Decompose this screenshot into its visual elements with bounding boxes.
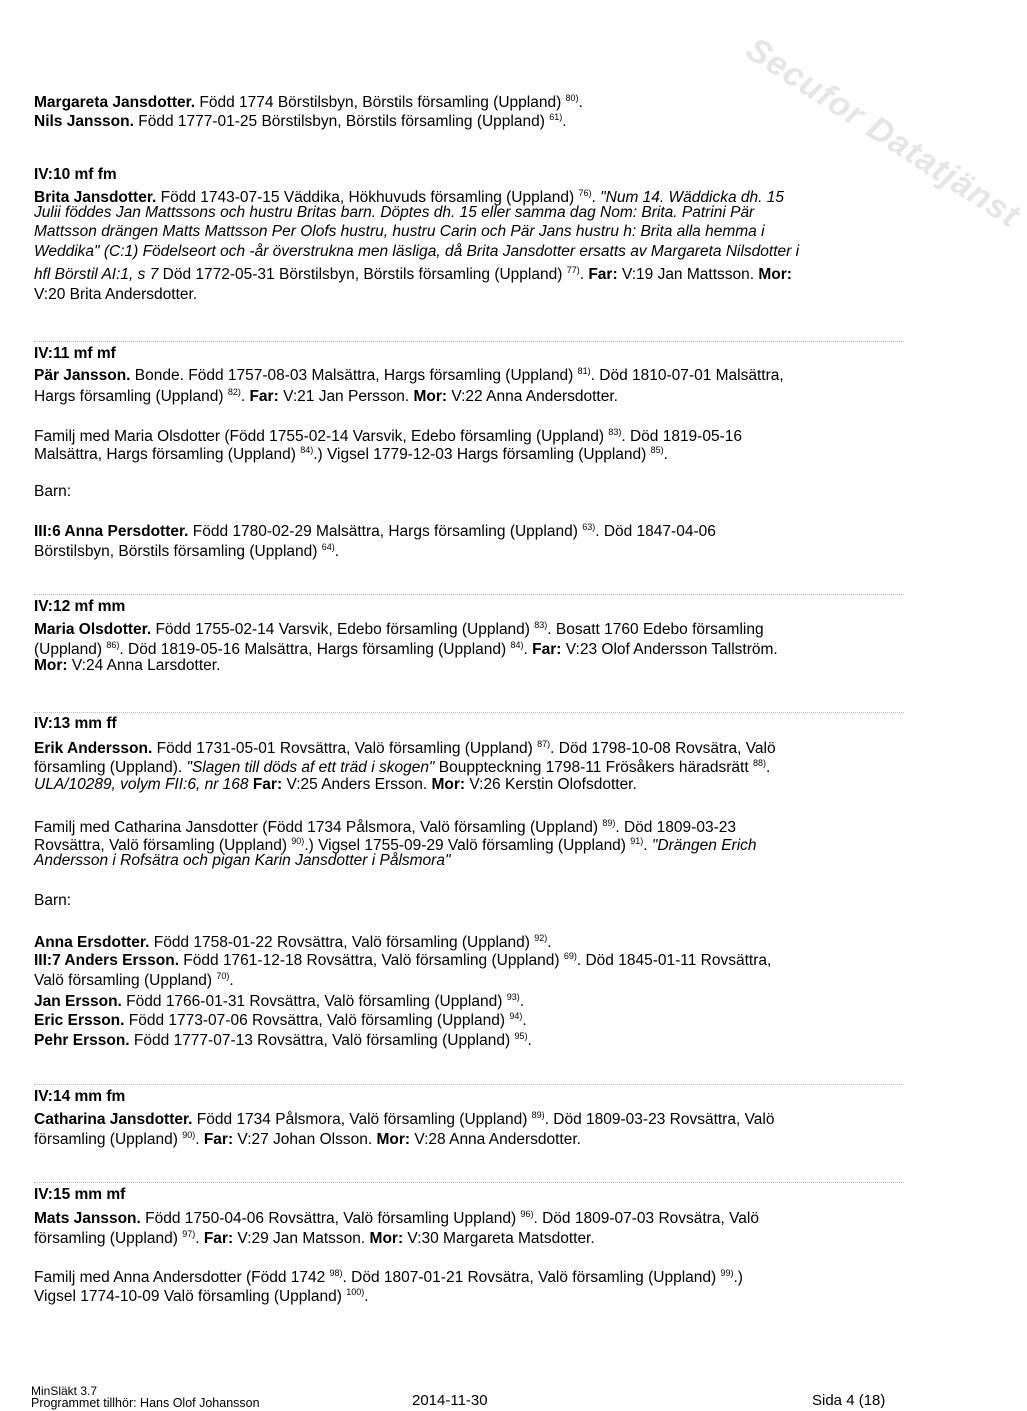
text-run: Född 1777-07-13 Rovsättra, Valö församling (Uppland) bbox=[129, 1032, 515, 1049]
text-run: . bbox=[579, 266, 589, 283]
footnote-ref: 84) bbox=[510, 640, 524, 650]
text-line bbox=[34, 891, 930, 910]
text-run: . Död 1819-05-16 Malsättra, Hargs församling (Uppland) bbox=[119, 641, 511, 658]
text-run: Familj med Maria Olsdotter (Född 1755-02-14 Varsvik, Edebo församling (Uppland) bbox=[34, 428, 609, 445]
footnote-ref: 70) bbox=[216, 971, 230, 981]
footnote-ref: 92) bbox=[534, 933, 548, 943]
footnote-ref: 99) bbox=[720, 1268, 734, 1278]
text-run: . Död 1809-07-03 Rovsätra, Valö bbox=[533, 1210, 759, 1227]
text-run: . Död 1810-07-01 Malsättra, bbox=[590, 367, 784, 384]
footnote-ref: 63) bbox=[582, 522, 596, 532]
text-run: V:28 Anna Andersdotter. bbox=[410, 1131, 581, 1148]
text-line bbox=[34, 165, 930, 184]
text-run: Julii föddes Jan Mattssons och hustru Britas barn. Döptes dh. 15 eller samma dag Nom: Brita. Patrini Pär bbox=[34, 204, 755, 221]
text-line bbox=[34, 538, 930, 561]
text-run: Maria Olsdotter. bbox=[34, 621, 152, 638]
watermark: Secufor Datatjänst bbox=[739, 30, 1027, 236]
footnote-ref: 90) bbox=[291, 836, 305, 846]
text-run: församling (Uppland). bbox=[34, 759, 187, 776]
text-run: . bbox=[240, 388, 250, 405]
text-run: Far: bbox=[252, 776, 283, 793]
section-divider bbox=[34, 1182, 904, 1183]
text-line bbox=[34, 1283, 930, 1306]
text-run: .) bbox=[733, 1269, 743, 1286]
footnote-ref: 81) bbox=[577, 366, 591, 376]
text-run: III:6 Anna Persdotter. bbox=[34, 523, 189, 540]
text-run: IV:10 mf fm bbox=[34, 166, 117, 183]
text-run: V:27 Johan Olsson. bbox=[233, 1131, 377, 1148]
text-run: V:23 Olof Andersson Tallström. bbox=[561, 641, 778, 658]
text-run: Familj med Catharina Jansdotter (Född 1734 Pålsmora, Valö församling (Uppland) bbox=[34, 819, 603, 836]
footnote-ref: 84) bbox=[300, 445, 314, 455]
text-run: Född 1780-02-29 Malsättra, Hargs församling (Uppland) bbox=[188, 523, 583, 540]
text-line bbox=[34, 242, 930, 261]
text-run: Mor: bbox=[376, 1131, 411, 1148]
text-run: V:21 Jan Persson. bbox=[278, 388, 414, 405]
text-run: . bbox=[195, 1131, 204, 1148]
text-run: Död 1772-05-31 Börstilsbyn, Börstils församling (Uppland) bbox=[158, 266, 567, 283]
text-run: Weddika" (C:1) Födelseort och -år överstrukna men läsliga, då Brita Jansdotter ersatts av Margareta Nilsdotter i bbox=[34, 243, 800, 260]
text-run: Nils Jansson. bbox=[34, 113, 134, 130]
text-line bbox=[34, 362, 930, 385]
text-run: Catharina Jansdotter. bbox=[34, 1111, 193, 1128]
text-run: "Num 14. Wäddicka dh. 15 bbox=[600, 189, 784, 206]
text-run: Mor: bbox=[413, 388, 448, 405]
text-run: . bbox=[195, 1230, 204, 1247]
text-run: Född 1743-07-15 Väddika, Hökhuvuds församling (Uppland) bbox=[156, 189, 579, 206]
footnote-ref: 89) bbox=[602, 818, 616, 828]
text-run: V:19 Jan Mattsson. bbox=[617, 266, 759, 283]
footnote-ref: 98) bbox=[329, 1268, 343, 1278]
text-run: Familj med Anna Andersdotter (Född 1742 bbox=[34, 1269, 330, 1286]
text-run: Barn: bbox=[34, 892, 72, 909]
text-line bbox=[34, 203, 930, 222]
text-run: V:22 Anna Andersdotter. bbox=[447, 388, 618, 405]
text-run: . bbox=[547, 934, 552, 951]
text-line bbox=[34, 441, 930, 464]
text-line bbox=[34, 222, 930, 241]
text-run: Malsättra, Hargs församling (Uppland) bbox=[34, 446, 301, 463]
footnote-ref: 89) bbox=[531, 1110, 545, 1120]
text-run: . bbox=[765, 759, 771, 776]
text-run: Mor: bbox=[758, 266, 792, 283]
text-line bbox=[34, 1225, 930, 1248]
text-run: "Drängen Erich bbox=[651, 837, 757, 854]
text-run: V:26 Kerstin Olofsdotter. bbox=[465, 776, 637, 793]
text-line bbox=[34, 261, 930, 284]
footer-date: 2014-11-30 bbox=[412, 1392, 488, 1409]
text-run: . bbox=[527, 1032, 532, 1049]
text-run: Brita Jansdotter. bbox=[34, 189, 157, 206]
text-run: Mats Jansson. bbox=[34, 1210, 141, 1227]
text-run: Mattsson drängen Matts Mattsson Per Olofs hustru, hustru Carin och Pär Jans hustru h: Brita alla hemma i bbox=[34, 223, 765, 240]
text-line bbox=[34, 285, 930, 304]
text-run: Rovsättra, Valö församling (Uppland) bbox=[34, 837, 292, 854]
text-run: Andersson i Rofsätra och pigan Karin Jansdotter i Pålsmora" bbox=[34, 852, 451, 869]
text-line bbox=[34, 656, 930, 675]
footnote-ref: 93) bbox=[506, 992, 520, 1002]
text-line bbox=[34, 1087, 930, 1106]
text-run: hfl Börstil AI:1, s 7 bbox=[34, 266, 159, 283]
text-line bbox=[34, 482, 930, 501]
text-run: Född 1766-01-31 Rovsättra, Valö församling (Uppland) bbox=[121, 993, 507, 1010]
text-run: . Död 1847-04-06 bbox=[595, 523, 716, 540]
text-run: Barn: bbox=[34, 483, 72, 500]
text-run: . bbox=[522, 1012, 527, 1029]
text-line bbox=[34, 967, 930, 990]
footnote-ref: 100) bbox=[346, 1287, 365, 1297]
footnote-ref: 96) bbox=[520, 1209, 534, 1219]
footer-page-number: Sida 4 (18) bbox=[812, 1392, 886, 1409]
footnote-ref: 76) bbox=[578, 188, 592, 198]
footnote-ref: 91) bbox=[630, 836, 644, 846]
section-divider bbox=[34, 1084, 904, 1085]
text-run: Far: bbox=[588, 266, 618, 283]
text-line bbox=[34, 1027, 930, 1050]
text-run: Mor: bbox=[34, 657, 68, 674]
text-run: V:20 Brita Andersdotter. bbox=[34, 286, 198, 303]
footnote-ref: 90) bbox=[182, 1130, 196, 1140]
text-run: V:30 Margareta Matsdotter. bbox=[403, 1230, 595, 1247]
text-run: . bbox=[364, 1288, 369, 1305]
text-run: Mor: bbox=[369, 1230, 404, 1247]
text-line bbox=[34, 344, 930, 363]
footnote-ref: 95) bbox=[514, 1031, 528, 1041]
text-run: Född 1774 Börstilsbyn, Börstils församling (Uppland) bbox=[195, 94, 566, 111]
text-run: . bbox=[334, 543, 340, 560]
footnote-ref: 69) bbox=[563, 951, 577, 961]
text-run: Far: bbox=[203, 1131, 234, 1148]
text-run: Valö församling (Uppland) bbox=[34, 972, 217, 989]
footnote-ref: 83) bbox=[534, 620, 548, 630]
footnote-ref: 86) bbox=[106, 640, 120, 650]
text-run: Född 1731-05-01 Rovsättra, Valö församling (Uppland) bbox=[152, 740, 538, 757]
footnote-ref: 88) bbox=[752, 758, 766, 768]
text-run: Född 1773-07-06 Rovsättra, Valö församling (Uppland) bbox=[124, 1012, 510, 1029]
text-run: Far: bbox=[203, 1230, 234, 1247]
footnote-ref: 85) bbox=[650, 445, 664, 455]
text-line bbox=[34, 754, 930, 777]
text-run: . bbox=[663, 446, 668, 463]
text-run: Född 1758-01-22 Rovsättra, Valö församling (Uppland) bbox=[149, 934, 535, 951]
text-run: Anna Ersdotter. bbox=[34, 934, 150, 951]
text-run: församling (Uppland) bbox=[34, 1131, 183, 1148]
text-run: Far: bbox=[249, 388, 279, 405]
text-run: V:29 Jan Matsson. bbox=[233, 1230, 370, 1247]
text-run: Bouppteckning 1798-11 Frösåkers häradsrätt bbox=[434, 759, 753, 776]
footnote-ref: 83) bbox=[608, 427, 622, 437]
text-line bbox=[34, 851, 930, 870]
text-run: . Bosatt 1760 Edebo församling bbox=[547, 621, 764, 638]
text-run: IV:11 mf mf bbox=[34, 345, 116, 362]
text-run: . Död 1809-03-23 Rovsättra, Valö bbox=[544, 1111, 775, 1128]
text-run: Vigsel 1774-10-09 Valö församling (Uppland) bbox=[34, 1288, 347, 1305]
section-divider bbox=[34, 341, 904, 342]
text-run: . Död 1798-10-08 Rovsätra, Valö bbox=[550, 740, 776, 757]
text-run: . bbox=[562, 113, 567, 130]
text-run: Erik Andersson. bbox=[34, 740, 153, 757]
footnote-ref: 82) bbox=[227, 387, 241, 397]
text-run: Margareta Jansdotter. bbox=[34, 94, 196, 111]
footnote-ref: 97) bbox=[182, 1229, 196, 1239]
text-run: IV:12 mf mm bbox=[34, 598, 126, 615]
text-run: IV:14 mm fm bbox=[34, 1088, 126, 1105]
text-run: . bbox=[578, 94, 583, 111]
text-run: Eric Ersson. bbox=[34, 1012, 125, 1029]
section-divider bbox=[34, 712, 904, 713]
footnote-ref: 77) bbox=[566, 265, 580, 275]
footnote-ref: 61) bbox=[549, 112, 563, 122]
text-run: Pehr Ersson. bbox=[34, 1032, 130, 1049]
footer-software: MinSläkt 3.7 bbox=[31, 1384, 98, 1398]
footnote-ref: 64) bbox=[321, 542, 335, 552]
text-run: Född 1761-12-18 Rovsättra, Valö församling (Uppland) bbox=[179, 952, 564, 969]
text-run: . Död 1845-01-11 Rovsättra, bbox=[576, 952, 772, 969]
text-run: Född 1777-01-25 Börstilsbyn, Börstils församling (Uppland) bbox=[133, 113, 550, 130]
text-run: Jan Ersson. bbox=[34, 993, 122, 1010]
text-run: . bbox=[523, 641, 533, 658]
footnote-ref: 87) bbox=[537, 739, 551, 749]
text-run: församling (Uppland) bbox=[34, 1230, 183, 1247]
text-run: . bbox=[519, 993, 525, 1010]
text-run: Född 1750-04-06 Rovsättra, Valö församling Uppland) bbox=[140, 1210, 521, 1227]
text-run: IV:13 mm ff bbox=[34, 715, 117, 732]
text-run: V:25 Anders Ersson. bbox=[282, 776, 432, 793]
footnote-ref: 94) bbox=[509, 1011, 523, 1021]
text-line bbox=[34, 1126, 930, 1149]
text-line bbox=[34, 597, 930, 616]
text-run: Bonde. Född 1757-08-03 Malsättra, Hargs församling (Uppland) bbox=[130, 367, 578, 384]
text-run: "Slagen till döds af ett träd i skogen" bbox=[186, 759, 435, 776]
text-run: V:24 Anna Larsdotter. bbox=[67, 657, 221, 674]
text-run: .) Vigsel 1779-12-03 Hargs församling (Uppland) bbox=[313, 446, 651, 463]
text-run: III:7 Anders Ersson. bbox=[34, 952, 179, 969]
text-run: Hargs församling (Uppland) bbox=[34, 388, 228, 405]
text-line bbox=[34, 1185, 930, 1204]
text-run: ULA/10289, volym FII:6, nr 168 bbox=[34, 776, 249, 793]
text-run: . bbox=[229, 972, 234, 989]
text-run: (Uppland) bbox=[34, 641, 107, 658]
text-run: Mor: bbox=[431, 776, 466, 793]
text-run: IV:15 mm mf bbox=[34, 1186, 126, 1203]
text-run: Pär Jansson. bbox=[34, 367, 131, 384]
text-run: . bbox=[643, 837, 652, 854]
text-run: . Död 1819-05-16 bbox=[621, 428, 742, 445]
text-line bbox=[34, 775, 930, 794]
text-run: .) Vigsel 1755-09-29 Valö församling (Uppland) bbox=[304, 837, 631, 854]
text-run: Född 1755-02-14 Varsvik, Edebo församling (Uppland) bbox=[151, 621, 535, 638]
text-run: Börstilsbyn, Börstils församling (Uppland) bbox=[34, 543, 322, 560]
text-run: . Död 1809-03-23 bbox=[615, 819, 736, 836]
text-run: . bbox=[591, 189, 601, 206]
text-run: Född 1734 Pålsmora, Valö församling (Uppland) bbox=[192, 1111, 532, 1128]
section-divider bbox=[34, 594, 904, 595]
text-line bbox=[34, 383, 930, 406]
footer-owner: Programmet tillhör: Hans Olof Johansson bbox=[31, 1396, 260, 1410]
text-run: . Död 1807-01-21 Rovsätra, Valö församling (Uppland) bbox=[342, 1269, 721, 1286]
text-line bbox=[34, 714, 930, 733]
text-line bbox=[34, 108, 930, 131]
text-run: Far: bbox=[532, 641, 562, 658]
footnote-ref: 80) bbox=[565, 93, 579, 103]
